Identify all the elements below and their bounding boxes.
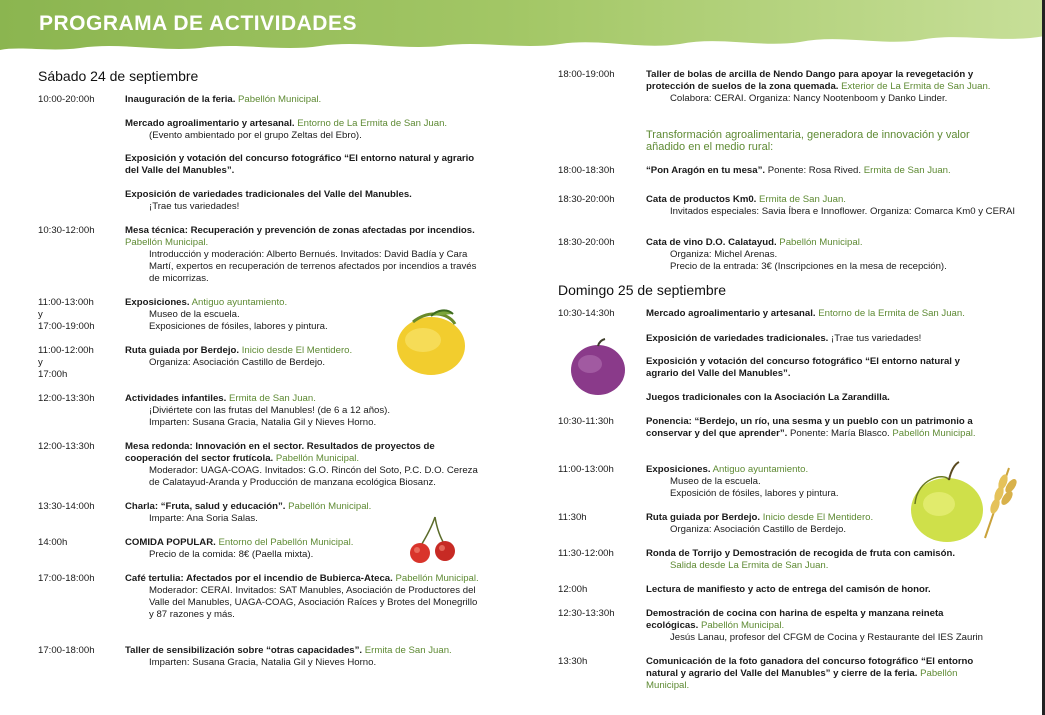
event-title: Ruta guiada por Berdejo. — [646, 512, 761, 523]
event-detail: Museo de la escuela. — [149, 309, 240, 320]
event-time: 12:30-13:30h — [558, 608, 615, 619]
event-note: ¡Trae tus variedades! — [831, 333, 922, 344]
event-detail: Moderador: UAGA-COAG. Invitados: G.O. Rincón del Soto, P.C. D.O. Cereza de Calatayud-Aranda y Producción de manzana ecológica Biosanz. — [149, 465, 478, 488]
event-title: Exposición y votación del concurso fotográfico “El entorno natural y agrario del Valle del Manubles”. — [125, 153, 475, 176]
event-detail: Imparte: Ana Soria Salas. — [149, 513, 258, 524]
event-title-line — [646, 194, 1016, 206]
event-location: Pabellón Municipal. — [275, 453, 360, 464]
section-heading: Transformación agroalimentaria, generadora de innovación y valor añadido en el medio rural: — [646, 129, 970, 153]
event-title-line — [646, 656, 991, 692]
event-time: 12:00-13:30h — [38, 441, 95, 452]
event-title-line — [646, 548, 991, 560]
event-time: 13:30h — [558, 656, 588, 667]
event-location: Pabellón Municipal. — [646, 668, 958, 691]
event-title: Ruta guiada por Berdejo. — [125, 345, 240, 356]
event-detail: Imparten: Susana Gracia, Natalia Gil y Nieves Horno. — [149, 657, 377, 668]
event-title-line — [646, 165, 1016, 177]
event-title: Mesa redonda: Innovación en el sector. Resultados de proyectos de cooperación del sector frutícola. — [125, 441, 435, 464]
event-title: Exposición y votación del concurso fotográfico “El entorno natural y agrario del Valle del Manubles”. — [646, 356, 960, 379]
cherries-illustration — [405, 515, 465, 565]
event-detail: Colabora: CERAI. Organiza: Nancy Nootenboom y Danko Linder. — [670, 93, 948, 104]
event-title: Exposiciones. — [646, 464, 711, 475]
event-title-line — [646, 608, 991, 632]
event-title-line — [646, 333, 991, 345]
event-title: Charla: “Fruta, salud y educación”. — [125, 501, 286, 512]
event-location: Ermita de San Juan. — [228, 393, 316, 404]
event-time: 11:30h — [558, 512, 587, 523]
event-title: Café tertulia: Afectados por el incendio de Bubierca-Ateca. — [125, 573, 393, 584]
event-location: Pabellón Municipal. — [395, 573, 479, 584]
event-title: Mesa técnica: Recuperación y prevención de zonas afectadas por incendios. — [125, 225, 475, 236]
event-title: COMIDA POPULAR. — [125, 537, 216, 548]
event-time: 17:00-18:00h — [38, 573, 95, 584]
event-location: Pabellón Municipal. — [892, 428, 976, 439]
event-time: 18:30-20:00h — [558, 237, 615, 248]
event-location: Exterior de La Ermita de San Juan. — [841, 81, 991, 92]
event-detail: (Evento ambientado por el grupo Zeltas del Ebro). — [149, 130, 362, 141]
event-location: Pabellón Municipal. — [125, 237, 209, 248]
event-title: Ponencia: “Berdejo, un río, una sesma y un pueblo con un patrimonio a conservar y del que aprender”. — [646, 416, 973, 439]
event-title-line — [646, 69, 1016, 93]
event-title: Demostración de cocina con harina de espelta y manzana reineta ecológicas. — [646, 608, 944, 631]
event-title-line — [646, 416, 991, 440]
event-location: Antiguo ayuntamiento. — [712, 464, 809, 475]
event-title-line — [125, 501, 480, 513]
plum-illustration — [565, 338, 631, 400]
event-detail: ¡Diviértete con las frutas del Manubles! (de 6 a 12 años). — [149, 405, 391, 416]
event-detail: Organiza: Asociación Castillo de Berdejo. — [149, 357, 325, 368]
event-note: Ponente: Rosa Rived. — [767, 165, 862, 176]
event-location: Antiguo ayuntamiento. — [191, 297, 288, 308]
event-title: Mercado agroalimentario y artesanal. — [646, 308, 816, 319]
event-time: 11:00-12:00h y 17:00h — [38, 345, 94, 380]
header-banner — [0, 0, 1045, 52]
event-title: Mercado agroalimentario y artesanal. — [125, 118, 295, 129]
event-title: Cata de vino D.O. Calatayud. — [646, 237, 777, 248]
event-title: Ronda de Torrijo y Demostración de recogida de fruta con camisón. — [646, 548, 956, 559]
event-note: Ponente: María Blasco. — [789, 428, 890, 439]
event-title-line — [125, 94, 480, 106]
event-location: Ermita de San Juan. — [364, 645, 452, 656]
event-title-line — [646, 392, 991, 404]
event-title-line — [646, 308, 991, 320]
event-time: 13:30-14:00h — [38, 501, 95, 512]
page-title: PROGRAMA DE ACTIVIDADES — [39, 12, 357, 35]
event-time: 18:00-19:00h — [558, 69, 615, 80]
event-title-line — [646, 584, 991, 596]
event-detail: Precio de la entrada: 3€ (Inscripciones en la mesa de recepción). — [670, 261, 947, 272]
event-title-line — [646, 356, 991, 380]
event-detail: Invitados especiales: Savia Íbera e Innoflower. Organiza: Comarca Km0 y CERAI — [670, 206, 1016, 217]
event-detail: Imparten: Susana Gracia, Natalia Gil y Nieves Horno. — [149, 417, 377, 428]
event-title: Exposiciones. — [125, 297, 190, 308]
event-detail: Introducción y moderación: Alberto Bernués. Invitados: David Badía y Cara Martí, expertos en recuperación de terrenos afectados por incendios a través de micorrizas. — [149, 249, 477, 284]
event-location: Entorno de la Ermita de San Juan. — [818, 308, 965, 319]
event-title-line — [125, 225, 480, 249]
event-location: Ermita de San Juan. — [759, 194, 846, 205]
event-detail: Exposición de fósiles, labores y pintura. — [670, 488, 839, 499]
event-title: Cata de productos Km0. — [646, 194, 757, 205]
event-title: Taller de bolas de arcilla de Nendo Dango para apoyar la revegetación y protección de suelos de la zona quemada. — [646, 69, 974, 92]
event-time: 12:00h — [558, 584, 588, 595]
event-time: 18:30-20:00h — [558, 194, 615, 205]
saturday-title: Sábado 24 de septiembre — [38, 68, 199, 84]
event-time: 10:30-12:00h — [38, 225, 95, 236]
event-detail: Moderador: CERAI. Invitados: SAT Manubles, Asociación de Productores del Valle del Manubles, UAGA-COAG, Asociación Raíces y Brotes del Monegrillo y 87 razones y más. — [149, 585, 478, 620]
event-detail: Exposiciones de fósiles, labores y pintura. — [149, 321, 328, 332]
sunday-title: Domingo 25 de septiembre — [558, 282, 727, 298]
peach-illustration — [393, 306, 473, 378]
event-title-line — [125, 393, 480, 405]
event-title-line — [125, 441, 480, 465]
event-location: Entorno de La Ermita de San Juan. — [297, 118, 448, 129]
event-time: 10:00-20:00h — [38, 94, 95, 105]
event-location: Salida desde La Ermita de San Juan. — [670, 560, 829, 571]
event-detail: Organiza: Michel Arenas. — [670, 249, 778, 260]
event-detail: Precio de la comida: 8€ (Paella mixta). — [149, 549, 314, 560]
event-time: 17:00-18:00h — [38, 645, 95, 656]
event-title-line — [646, 237, 1016, 249]
event-title: Exposición de variedades tradicionales del Valle del Manubles. — [125, 189, 412, 200]
event-title: Actividades infantiles. — [125, 393, 227, 404]
event-location: Entorno del Pabellón Municipal. — [218, 537, 354, 548]
event-title-line — [125, 645, 480, 657]
event-title: Inauguración de la feria. — [125, 94, 236, 105]
event-location: Ermita de San Juan. — [863, 165, 951, 176]
event-title: Exposición de variedades tradicionales. — [646, 333, 829, 344]
event-detail: Organiza: Asociación Castillo de Berdejo. — [670, 524, 846, 535]
event-location: Inicio desde El Mentidero. — [241, 345, 353, 356]
event-time: 11:00-13:00h — [558, 464, 614, 475]
event-time: 11:00-13:00h y 17:00-19:00h — [38, 297, 95, 332]
event-time: 14:00h — [38, 537, 68, 548]
event-location: Pabellón Municipal. — [700, 620, 785, 631]
event-title: Comunicación de la foto ganadora del concurso fotográfico “El entorno natural y agrario del Valle del Manubles” y cierre de la feria. — [646, 656, 974, 679]
event-detail: ¡Trae tus variedades! — [149, 201, 240, 212]
event-title: Lectura de manifiesto y acto de entrega del camisón de honor. — [646, 584, 931, 595]
event-location: Pabellón Municipal. — [288, 501, 372, 512]
apple-wheat-illustration — [905, 458, 1025, 548]
event-title-line — [125, 189, 480, 201]
event-time: 10:30-14:30h — [558, 308, 615, 319]
event-title-line — [125, 153, 480, 177]
event-location: Pabellón Municipal. — [238, 94, 322, 105]
event-detail: Museo de la escuela. — [670, 476, 761, 487]
event-title-line — [125, 118, 480, 130]
event-title: Juegos tradicionales con la Asociación La Zarandilla. — [646, 392, 890, 403]
event-location: Inicio desde El Mentidero. — [762, 512, 874, 523]
event-time: 18:00-18:30h — [558, 165, 615, 176]
event-title: “Pon Aragón en tu mesa”. — [646, 165, 766, 176]
event-title: Taller de sensibilización sobre “otras capacidades”. — [125, 645, 363, 656]
event-time: 10:30-11:30h — [558, 416, 614, 427]
event-location: Pabellón Municipal. — [779, 237, 863, 248]
event-detail: Jesús Lanau, profesor del CFGM de Cocina y Restaurante del IES Zaurin — [670, 632, 984, 643]
event-title-line — [125, 573, 480, 585]
event-time: 11:30-12:00h — [558, 548, 614, 559]
event-time: 12:00-13:30h — [38, 393, 95, 404]
